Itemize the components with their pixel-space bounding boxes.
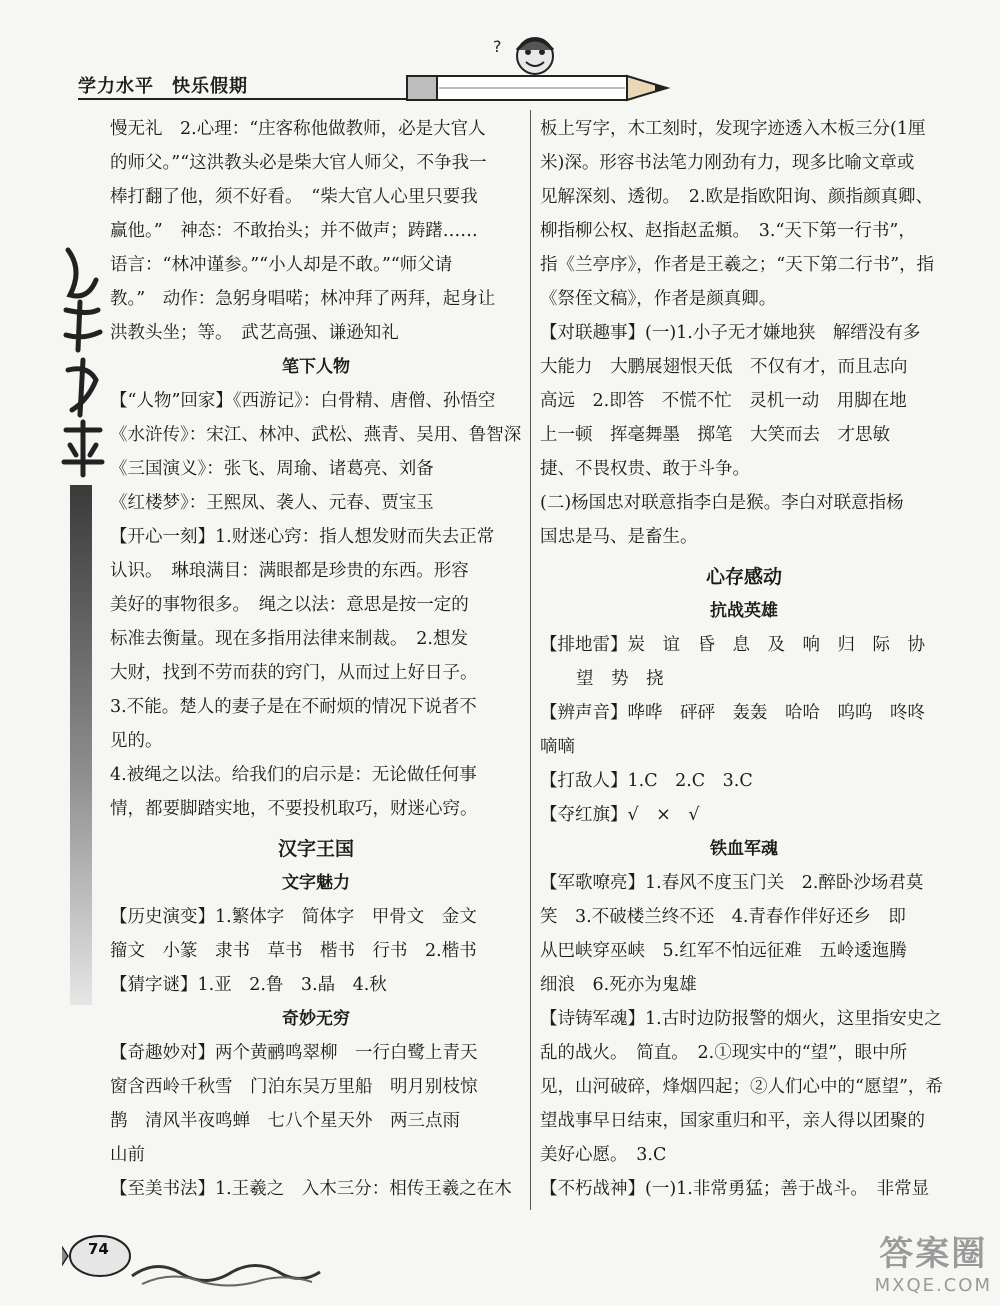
answer-line: 《红楼梦》：王熙凤、袭人、元春、贾宝玉 [110, 493, 434, 513]
answer-line: 【猜字谜】1.亚 2.鲁 3.晶 4.秋 [110, 975, 387, 995]
answer-line: 见解深刻、透彻。 2.欧是指欧阳询、颜指颜真卿、 [540, 187, 933, 207]
page-number: 74 [88, 1240, 109, 1258]
answer-line: 《三国演义》：张飞、周瑜、诸葛亮、刘备 [110, 459, 434, 479]
answer-line: 情，都要脚踏实地，不要投机取巧，财迷心窍。 [110, 799, 478, 819]
answer-line: 指《兰亭序》，作者是王羲之；“天下第二行书”，指 [540, 255, 935, 275]
answer-line: 【辨声音】哗哗 砰砰 轰轰 哈哈 呜呜 咚咚 [540, 703, 925, 723]
section-heading: 笔下人物 [282, 357, 350, 377]
answer-line: 教。” 动作：急躬身唱喏；林冲拜了两拜，起身让 [110, 289, 496, 309]
answer-line: 见的。 [110, 731, 163, 751]
answer-line: 《祭侄文稿》，作者是颜真卿。 [540, 289, 777, 309]
answer-line: 慢无礼 2.心理：“庄客称他做教师，必是大官人 [110, 119, 486, 139]
answer-line: 嘀嘀 [540, 737, 575, 757]
answer-line: 大能力 大鹏展翅恨天低 不仅有才，而且志向 [540, 357, 908, 377]
book-header [78, 72, 248, 98]
watermark-url: MXQE.COM [874, 1275, 992, 1296]
book-title: 学力水平 [78, 76, 154, 97]
answer-line: 望 势 挠 [576, 669, 664, 689]
section-heading: 奇妙无穷 [282, 1009, 350, 1029]
answer-line: 乱的战火。 简直。 2.①现实中的“望”，眼中所 [540, 1043, 908, 1063]
answer-line: 大财，找到不劳而获的窍门，从而过上好日子。 [110, 663, 478, 683]
answer-line: 柳指柳公权、赵指赵孟頫。 3.“天下第一行书”， [540, 221, 916, 241]
answer-line: 板上写字，木工刻时，发现字迹透入木板三分(1厘 [540, 119, 926, 139]
section-heading: 汉字王国 [277, 838, 354, 860]
answer-line: 【开心一刻】1.财迷心窍：指人想发财而失去正常 [110, 527, 495, 547]
answer-line: 洪教头坐；等。 武艺高强、谦逊知礼 [110, 323, 399, 343]
watermark-main: 答案圈 [879, 1234, 988, 1274]
side-gradient-bar [70, 485, 92, 1005]
answer-line: 从巴峡穿巫峡 5.红军不怕远征难 五岭逶迤腾 [540, 941, 907, 961]
answer-line: 美好心愿。 3.C [540, 1145, 667, 1165]
answer-line: 美好的事物很多。 绳之以法：意思是按一定的 [110, 595, 469, 615]
answer-line: 4.被绳之以法。给我们的启示是：无论做任何事 [110, 765, 477, 785]
answer-line: 3.不能。楚人的妻子是在不耐烦的情况下说者不 [110, 697, 477, 717]
answer-line: 认识。 琳琅满目：满眼都是珍贵的东西。形容 [110, 561, 469, 581]
answer-line: 【诗铸军魂】1.古时边防报警的烟火，这里指安史之 [540, 1009, 942, 1029]
answer-line: 【“人物”回家】《西游记》：白骨精、唐僧、孙悟空 [110, 391, 496, 411]
watermark [875, 1226, 992, 1296]
answer-line: 国忠是马、是畜生。 [540, 527, 698, 547]
section-heading: 心存感动 [705, 566, 782, 588]
column-divider [530, 110, 531, 1210]
side-calligraphy-title [58, 240, 108, 480]
answer-line: 上一顿 挥毫舞墨 掷笔 大笑而去 才思敏 [540, 425, 890, 445]
answer-line: 【历史演变】1.繁体字 简体字 甲骨文 金文 [110, 907, 477, 927]
answer-line: 望战事早日结束，国家重归和平，亲人得以团聚的 [540, 1111, 925, 1131]
answer-line: 标准去衡量。现在多指用法律来制裁。 2.想发 [110, 629, 468, 649]
answer-line: 捷、不畏权贵、敢于斗争。 [540, 459, 750, 479]
answer-line: 【奇趣妙对】两个黄鹂鸣翠柳 一行白鹭上青天 [110, 1043, 478, 1063]
answer-line: 【排地雷】炭 谊 昏 息 及 响 归 际 协 [540, 635, 925, 655]
right-column [540, 112, 948, 1206]
pencil-mascot-icon [405, 30, 680, 102]
answer-line: 【打敌人】1.C 2.C 3.C [540, 771, 753, 791]
answer-line: 【不朽战神】(一)1.非常勇猛；善于战斗。 非常显 [540, 1179, 930, 1199]
answer-line: 鹊 清风半夜鸣蝉 七八个星天外 两三点雨 [110, 1111, 460, 1131]
answer-line: 棒打翻了他，须不好看。 “柴大官人心里只要我 [110, 187, 478, 207]
answer-line: 【军歌嘹亮】1.春风不度玉门关 2.醉卧沙场君莫 [540, 873, 924, 893]
svg-text:?: ? [493, 37, 502, 56]
answer-line: 【对联趣事】(一)1.小子无才嫌地狭 解缙没有多 [540, 323, 921, 343]
answer-line: 山前 [110, 1145, 145, 1165]
section-heading: 抗战英雄 [710, 601, 778, 621]
answer-line: 的师父。”“这洪教头必是柴大官人师父，不争我一 [110, 153, 487, 173]
answer-line: 《水浒传》：宋江、林冲、武松、燕青、吴用、鲁智深 [110, 425, 522, 445]
answer-line: 窗含西岭千秋雪 门泊东吴万里船 明月别枝惊 [110, 1077, 478, 1097]
section-heading: 铁血军魂 [710, 839, 778, 859]
answer-line: 高远 2.即答 不慌不忙 灵机一动 用脚在地 [540, 391, 907, 411]
answer-line: 细浪 6.死亦为鬼雄 [540, 975, 697, 995]
footer-fish-wave-icon [62, 1228, 322, 1288]
book-subtitle: 快乐假期 [172, 76, 248, 97]
left-column [110, 112, 522, 1206]
answer-line: 赢他。” 神态：不敢抬头；并不做声；踌躇…… [110, 221, 478, 241]
answer-line: 见，山河破碎，烽烟四起；②人们心中的“愿望”，希 [540, 1077, 943, 1097]
answer-line: 【至美书法】1.王羲之 入木三分：相传王羲之在木 [110, 1179, 512, 1199]
header-rule [78, 98, 406, 100]
answer-line: 米)深。形容书法笔力刚劲有力，现多比喻文章或 [540, 153, 915, 173]
answer-line: 语言：“林冲谨参。”“小人却是不敢。”“师父请 [110, 255, 453, 275]
answer-line: 笑 3.不破楼兰终不还 4.青春作伴好还乡 即 [540, 907, 906, 927]
answer-line: 籀文 小篆 隶书 草书 楷书 行书 2.楷书 [110, 941, 477, 961]
section-heading: 文字魅力 [282, 873, 350, 893]
answer-line: (二)杨国忠对联意指李白是猴。李白对联意指杨 [540, 493, 904, 513]
answer-line: 【夺红旗】√ × √ [540, 805, 700, 825]
